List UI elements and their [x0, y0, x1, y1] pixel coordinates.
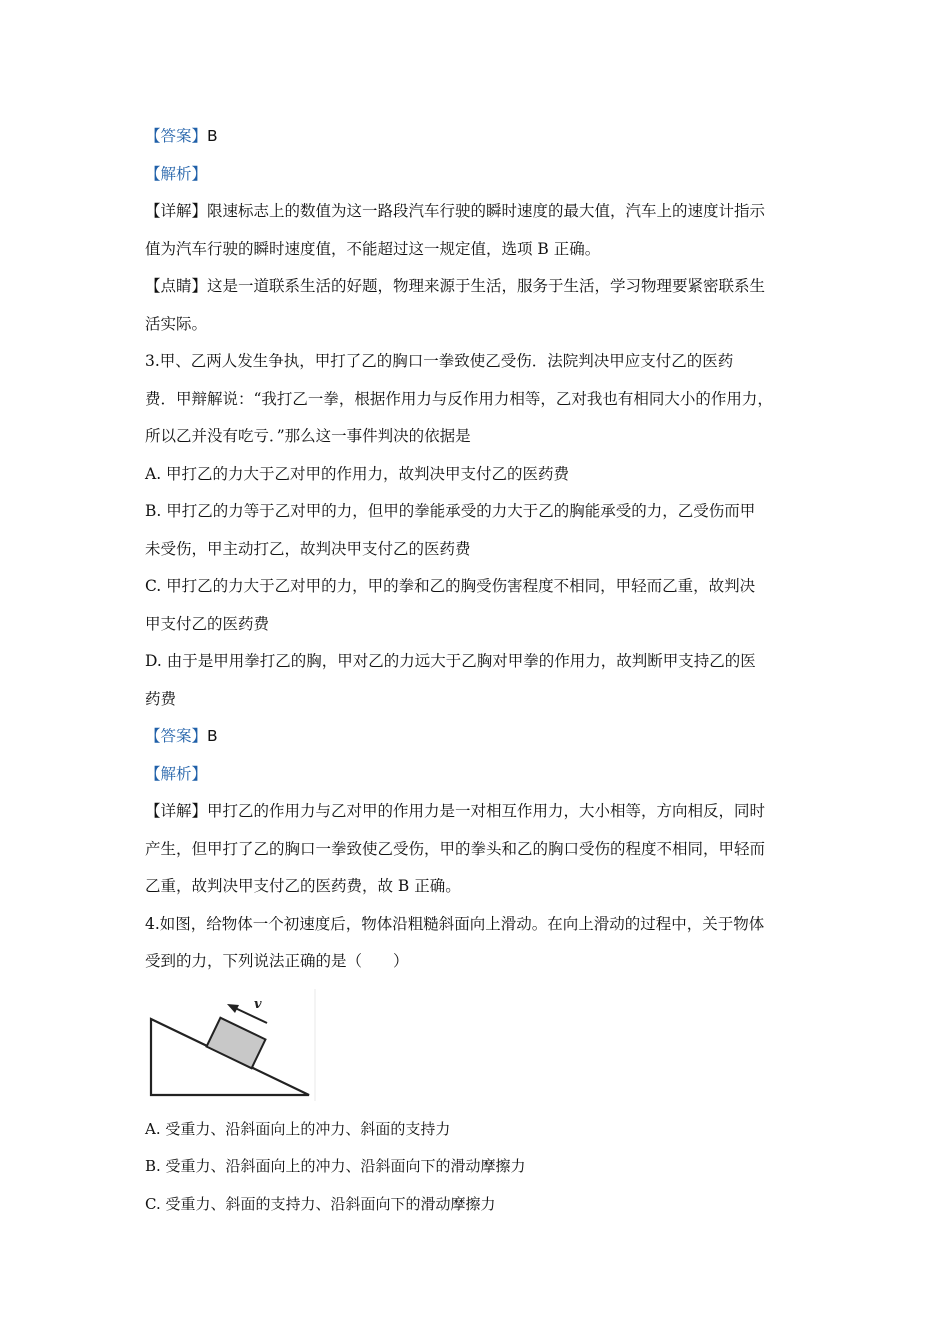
q3-stem-line: 费．甲辩解说：“我打乙一拳，根据作用力与反作用力相等，乙对我也有相同大小的作用力， [145, 389, 773, 408]
q2-comment-line: 活实际。 [145, 314, 208, 333]
q3-detail-line: 产生，但甲打了乙的胸口一拳致使乙受伤，甲的拳头和乙的胸口受伤的程度不相同，甲轻而 [145, 839, 766, 858]
q3-option-c-cont: 甲支付乙的医药费 [145, 614, 270, 633]
q2-detail-line: 【详解】限速标志上的数值为这一路段汽车行驶的瞬时速度的最大值，汽车上的速度计指示 [145, 202, 766, 220]
q2-comment-line: 【点睛】这是一道联系生活的好题，物理来源于生活，服务于生活，学习物理要紧密联系生 [145, 277, 766, 295]
q3-detail-line: 【详解】甲打乙的作用力与乙对甲的作用力是一对相互作用力，大小相等，方向相反，同时 [145, 802, 766, 820]
q3-option-b: B. 甲打乙的力等于乙对甲的力，但甲的拳能承受的力大于乙的胸能承受的力，乙受伤而甲 [145, 502, 756, 520]
document-page [145, 118, 810, 1223]
answer-value: B [207, 127, 218, 145]
q3-analysis-tag: 【解析】 [145, 764, 208, 783]
q3-answer [145, 718, 810, 756]
q3-stem-line: 所以乙并没有吃亏．”那么这一事件判决的依据是 [145, 427, 471, 445]
incline-figure [147, 989, 317, 1101]
q2-answer [145, 118, 810, 156]
answer-tag: 【答案】 [145, 127, 208, 145]
q3-stem-line: 3.甲、乙两人发生争执，甲打了乙的胸口一拳致使乙受伤．法院判决甲应支付乙的医药 [145, 352, 734, 370]
incline-diagram [147, 989, 317, 1101]
q3-option-d: D. 由于是甲用拳打乙的胸，甲对乙的力远大于乙胸对甲拳的作用力，故判断甲支持乙的医 [145, 652, 756, 670]
answer-tag: 【答案】 [145, 727, 208, 745]
answer-value: B [207, 727, 218, 745]
q3-option-a: A. 甲打乙的力大于乙对甲的作用力，故判决甲支付乙的医药费 [145, 464, 570, 483]
q4-option-c: C. 受重力、斜面的支持力、沿斜面向下的滑动摩擦力 [145, 1194, 496, 1213]
q4-stem-line: 受到的力，下列说法正确的是（ ） [145, 952, 409, 970]
q2-detail-line: 值为汽车行驶的瞬时速度值，不能超过这一规定值，选项 B 正确。 [145, 239, 601, 258]
q3-option-c: C. 甲打乙的力大于乙对甲的力，甲的拳和乙的胸受伤害程度不相同，甲轻而乙重，故判决 [145, 577, 756, 595]
q3-option-d-cont: 药费 [145, 689, 177, 708]
q3-detail-line: 乙重，故判决甲支付乙的医药费，故 B 正确。 [145, 877, 461, 895]
q4-stem-line: 4.如图，给物体一个初速度后，物体沿粗糙斜面向上滑动。在向上滑动的过程中，关于物体 [145, 914, 765, 933]
q4-option-a: A. 受重力、沿斜面向上的冲力、斜面的支持力 [145, 1119, 451, 1138]
q3-option-b-cont: 未受伤，甲主动打乙，故判决甲支付乙的医药费 [145, 539, 471, 558]
q2-analysis-tag: 【解析】 [145, 164, 208, 183]
q4-option-b: B. 受重力、沿斜面向上的冲力、沿斜面向下的滑动摩擦力 [145, 1157, 526, 1175]
velocity-label: v [254, 996, 262, 1012]
